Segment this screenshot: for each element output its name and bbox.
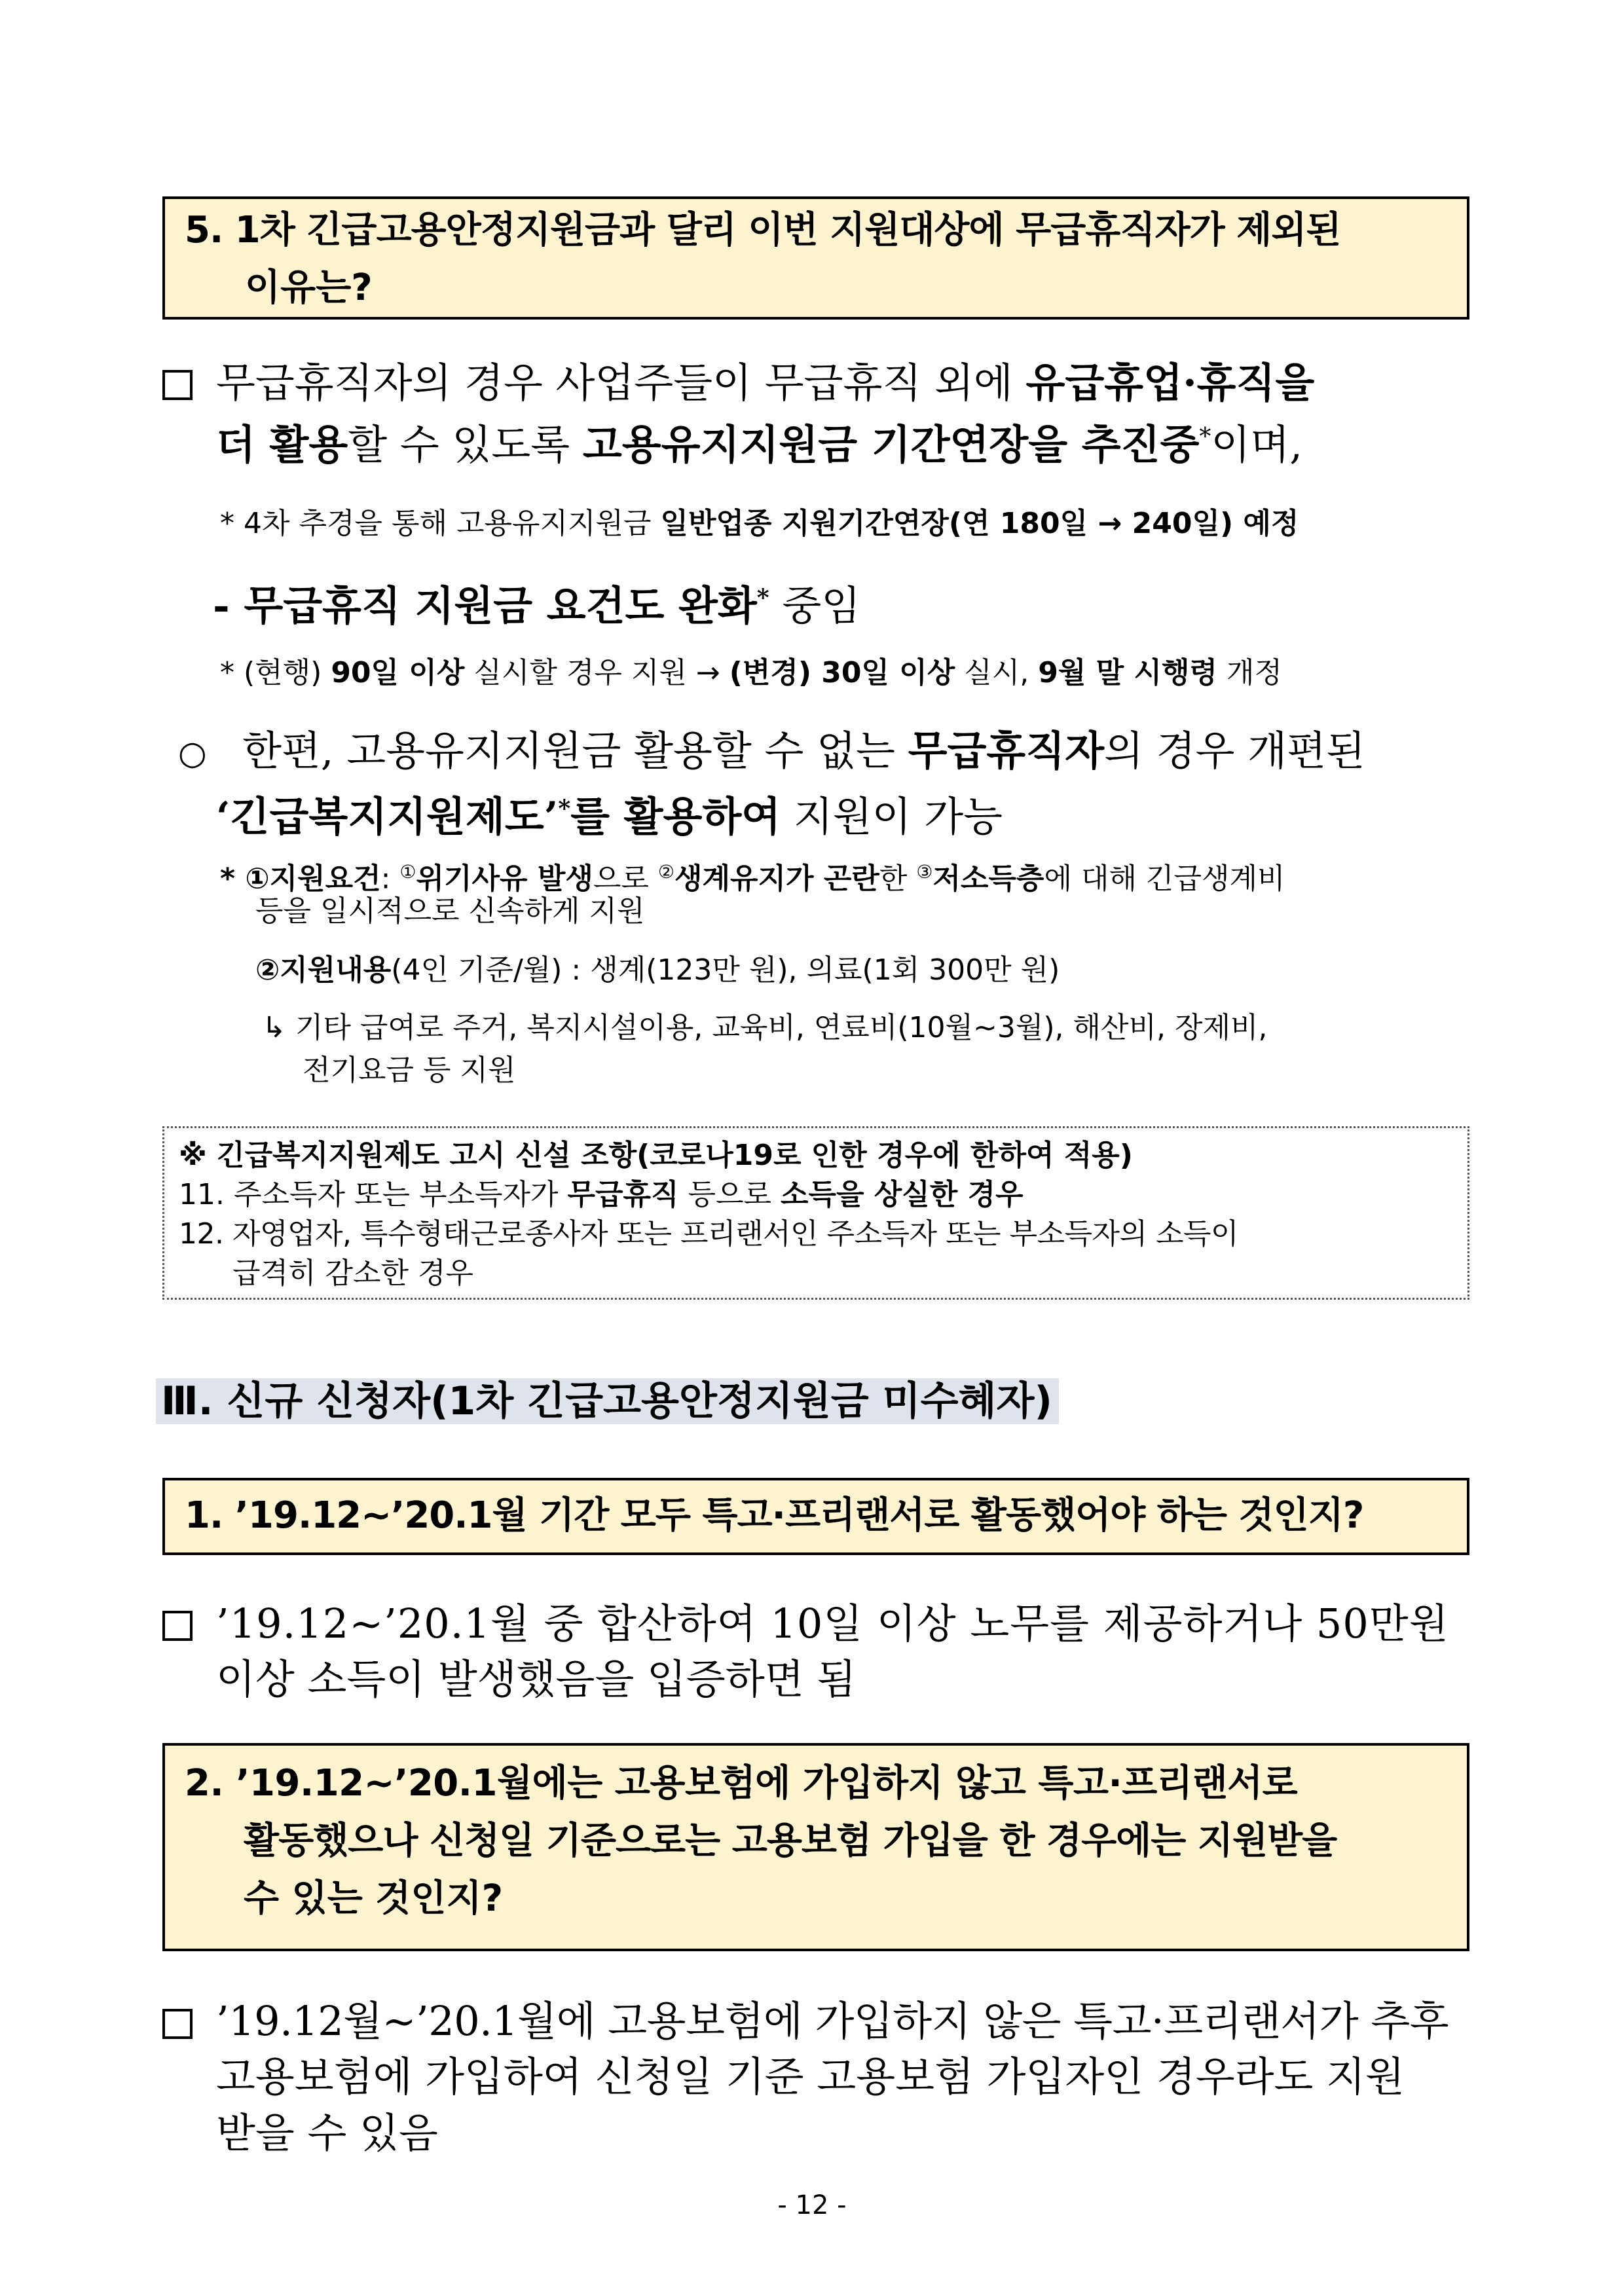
answer-main-line1: 무급휴직자의 경우 사업주들이 무급휴직 외에 유급휴업·휴직을 xyxy=(216,359,1315,407)
notice-item-12-line2: 급격히 감소한 경우 xyxy=(232,1257,474,1290)
q1-answer-line1: ’19.12~’20.1월 중 합산하여 10일 이상 노무를 제공하거나 50만원 xyxy=(216,1600,1449,1647)
circle-item-line1: 한편, 고용유지지원금 활용할 수 없는 무급휴직자의 경우 개편된 xyxy=(242,727,1365,775)
question-2-line3: 수 있는 것인지? xyxy=(244,1877,504,1920)
note-extension: * 4차 추경을 통해 고용유지지원금 일반업종 지원기간연장(연 180일 → 240일) 예정 xyxy=(220,507,1299,540)
answer-main-line2: 더 활용할 수 있도록 고용유지지원금 기간연장을 추진중*이며, xyxy=(216,420,1302,469)
section-3-heading: Ⅲ. 신규 신청자(1차 긴급고용안정지원금 미수혜자) xyxy=(156,1372,1138,1430)
notice-item-12: 12. 자영업자, 특수형태근로종사자 또는 프리랜서인 주소득자 또는 부소득자의 소득이 xyxy=(179,1217,1238,1251)
notice-title: ※ 긴급복지지원제도 고시 신설 조항(코로나19로 인한 경우에 한하여 적용) xyxy=(179,1139,1133,1172)
note-support-requirements-line2: 등을 일시적으로 신속하게 지원 xyxy=(255,894,645,928)
question-1-text: 1. ’19.12~’20.1월 기간 모두 특고·프리랜서로 활동했어야 하는 것인지? xyxy=(185,1494,1364,1537)
q2-answer-line3: 받을 수 있음 xyxy=(216,2109,438,2157)
circle-item-line2: ‘긴급복지지원제도’*를 활용하여 지원이 가능 xyxy=(216,792,1003,841)
question-5-line1: 5. 1차 긴급고용안정지원금과 달리 이번 지원대상에 무급휴직자가 제외된 xyxy=(185,209,1341,251)
q2-answer-line1: ’19.12월~’20.1월에 고용보험에 가입하지 않은 특고·프리랜서가 추후 xyxy=(216,1997,1449,2045)
page-number: - 12 - xyxy=(777,2190,847,2220)
q1-answer-line2: 이상 소득이 발생했음을 입증하면 됨 xyxy=(216,1655,857,1703)
question-2-line1: 2. ’19.12~’20.1월에는 고용보험에 가입하지 않고 특고·프리랜서로 xyxy=(185,1762,1298,1805)
question-5-line2: 이유는? xyxy=(245,266,373,309)
notice-item-11: 11. 주소득자 또는 부소득자가 무급휴직 등으로 소득을 상실한 경우 xyxy=(179,1178,1024,1211)
question-2-line2: 활동했으나 신청일 기준으로는 고용보험 가입을 한 경우에는 지원받을 xyxy=(244,1820,1337,1862)
question-2-box xyxy=(162,1743,1469,1951)
circle-bullet: ○ xyxy=(178,734,207,772)
q2-answer-line2: 고용보험에 가입하여 신청일 기준 고용보험 가입자인 경우라도 지원 xyxy=(216,2053,1405,2101)
notice-box xyxy=(162,1126,1469,1300)
note-support-content: ②지원내용(4인 기준/월) : 생계(123만 원), 의료(1회 300만 원) xyxy=(255,953,1060,987)
note-requirement-change: * (현행) 90일 이상 실시할 경우 지원 → (변경) 30일 이상 실시, 9월 말 시행령 개정 xyxy=(220,656,1283,689)
note-support-requirements: * ①지원요건: ①위기사유 발생으로 ②생계유지가 곤란한 ③저소득층에 대해 긴급생계비 xyxy=(220,861,1285,896)
question-1-box xyxy=(162,1478,1469,1555)
note-other-benefits: ↳ 기타 급여로 주거, 복지시설이용, 교육비, 연료비(10월~3월), 해산비, 장제비, xyxy=(262,1011,1268,1044)
question-5-box xyxy=(162,196,1469,320)
checkbox-bullet xyxy=(162,370,193,403)
checkbox-bullet-q1 xyxy=(162,1611,193,1643)
note-other-benefits-line2: 전기요금 등 지원 xyxy=(303,1054,516,1087)
sub-item-relaxation: - 무급휴직 지원금 요건도 완화* 중임 xyxy=(213,581,861,630)
checkbox-bullet-q2 xyxy=(162,2009,193,2042)
